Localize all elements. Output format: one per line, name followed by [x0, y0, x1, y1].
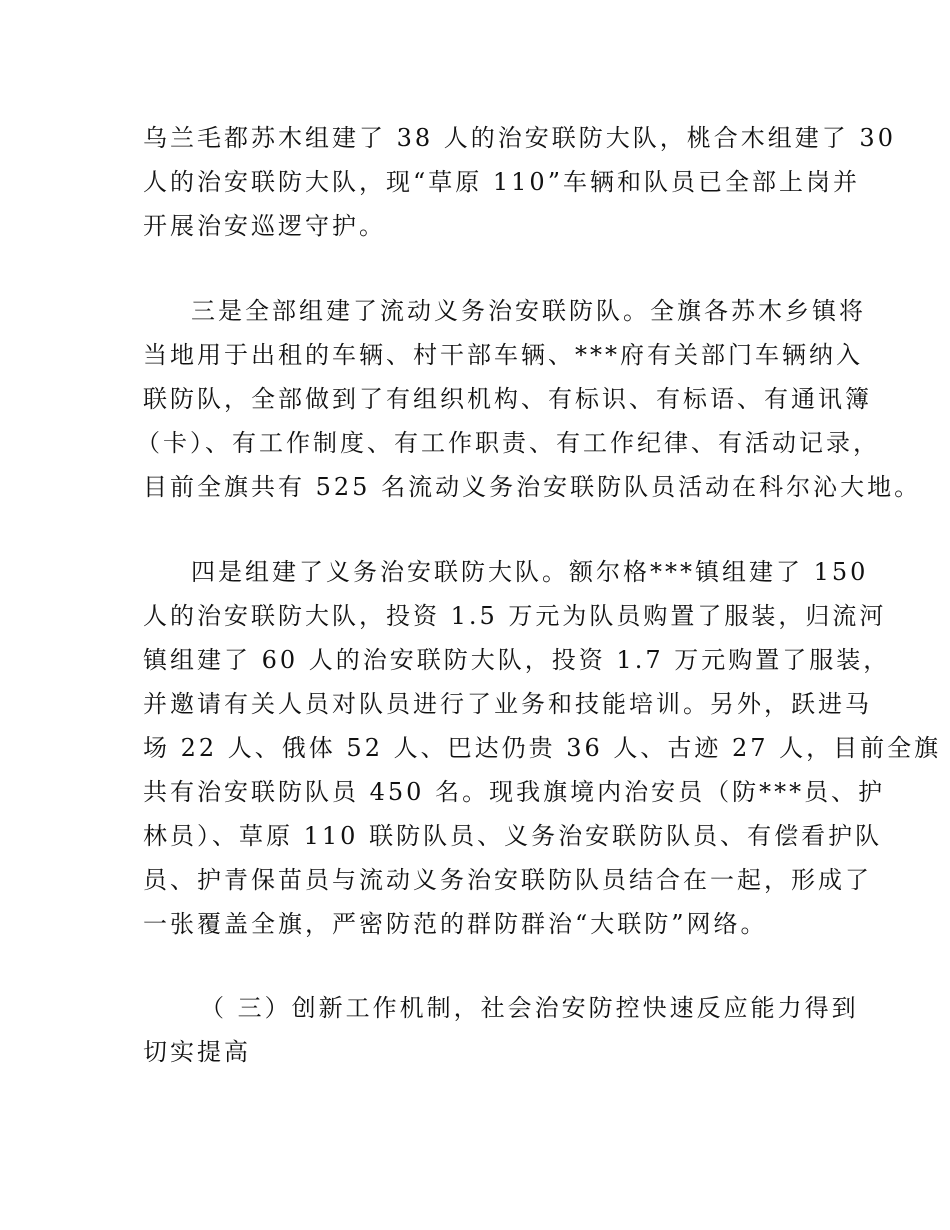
text-line: 共有治安联防队员 450 名。现我旗境内治安员（防***员、护	[143, 778, 886, 806]
text-line: 并邀请有关人员对队员进行了业务和技能培训。另外，跃进马	[143, 690, 872, 718]
section-heading-line: 切实提高	[143, 1038, 251, 1066]
text-line: 林员）、草原 110 联防队员、义务治安联防队员、有偿看护队	[143, 822, 883, 850]
text-line: 当地用于出租的车辆、村干部车辆、***府有关部门车辆纳入	[143, 341, 863, 369]
text-line: 联防队，全部做到了有组织机构、有标识、有标语、有通讯簿	[143, 385, 872, 413]
text-line: 乌兰毛都苏木组建了 38 人的治安联防大队，桃合木组建了 30	[143, 124, 896, 152]
text-line: 场 22 人、俄体 52 人、巴达仍贵 36 人、古迹 27 人，目前全旗	[143, 734, 942, 762]
text-line: 人的治安联防大队，现“草原 110”车辆和队员已全部上岗并	[143, 168, 860, 196]
text-line: （卡）、有工作制度、有工作职责、有工作纪律、有活动记录，	[136, 429, 880, 457]
text-line: 四是组建了义务治安联防大队。额尔格***镇组建了 150	[191, 558, 869, 586]
text-line: 人的治安联防大队，投资 1.5 万元为队员购置了服装，归流河	[143, 602, 887, 630]
section-heading-line: （ 三）创新工作机制，社会治安防控快速反应能力得到	[200, 994, 859, 1022]
text-line: 三是全部组建了流动义务治安联防队。全旗各苏木乡镇将	[191, 297, 866, 325]
text-line: 目前全旗共有 525 名流动义务治安联防队员活动在科尔沁大地。	[143, 473, 922, 501]
text-line: 一张覆盖全旗，严密防范的群防群治“大联防”网络。	[143, 910, 768, 938]
text-line: 员、护青保苗员与流动义务治安联防队员结合在一起，形成了	[143, 866, 872, 894]
text-line: 开展治安巡逻守护。	[143, 212, 386, 240]
text-line: 镇组建了 60 人的治安联防大队，投资 1.7 万元购置了服装，	[143, 646, 891, 674]
